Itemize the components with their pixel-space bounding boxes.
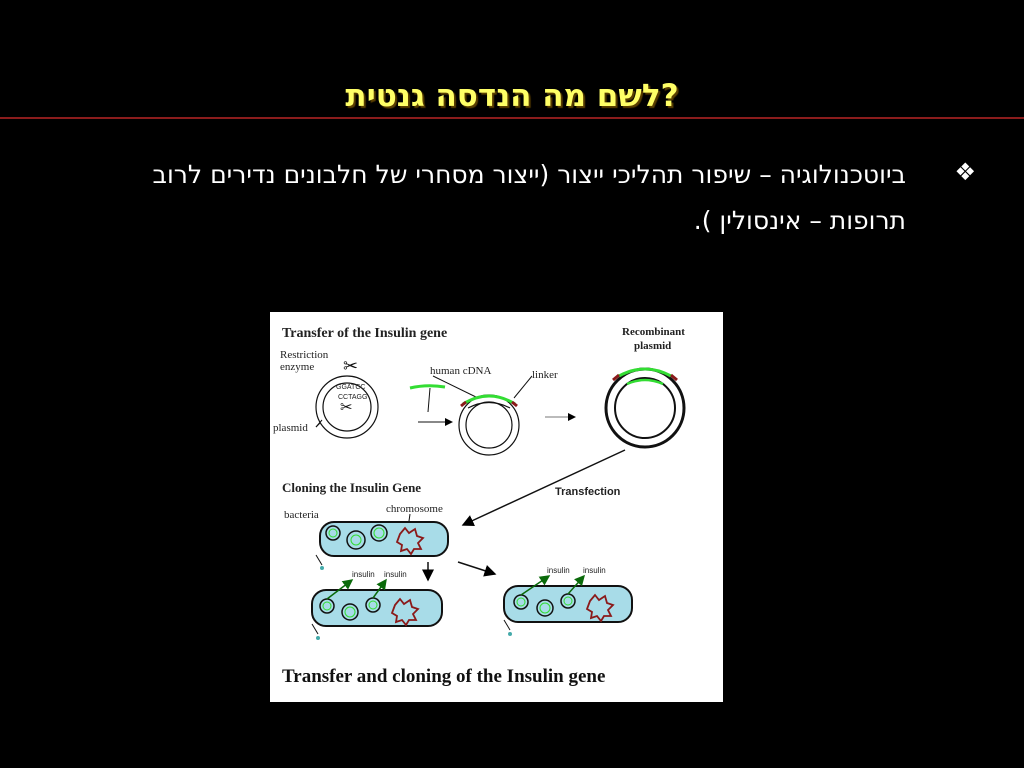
label-plasmid: plasmid [273,422,308,434]
label-enzyme: enzyme [280,361,315,373]
bacterium-3 [504,586,632,622]
label-insulin-2: insulin [384,570,407,579]
bullet-text: ביוטכנולוגיה – שיפור תהליכי ייצור (ייצור מסחרי של חלבונים נדירים לרוב תרופות – אינסולין ). [152,160,906,235]
bacterium-1 [320,522,448,556]
label-insulin-3: insulin [547,566,570,575]
heading-cloning: Cloning the Insulin Gene [282,480,422,495]
slide-title: ?לשם מה הנדסה גנטית [345,78,679,114]
label-insulin-1: insulin [352,570,375,579]
title-divider [0,117,1024,119]
label-insulin-4: insulin [583,566,606,575]
cdna-fragment [410,386,445,388]
diamond-bullet-icon: ❖ [954,158,976,186]
figure-caption: Transfer and cloning of the Insulin gene [282,666,606,687]
scissors-icon-2: ✂ [340,398,353,416]
seq-bottom: CCTAGG [338,394,368,401]
label-recombinant-plasmid: plasmid [634,340,672,352]
label-bacteria: bacteria [284,509,319,521]
label-chromosome: chromosome [386,503,443,515]
insulin-gene-diagram [270,312,723,702]
label-human-cdna: human cDNA [430,365,492,377]
heading-transfer: Transfer of the Insulin gene [282,326,448,341]
label-transfection: Transfection [555,486,621,498]
label-recombinant: Recombinant [622,326,685,338]
seq-top: GGATCC [336,384,366,391]
open-plasmid [459,395,519,455]
scissors-icon: ✂ [343,356,359,377]
label-restriction: Restriction [280,349,329,361]
label-linker: linker [532,369,558,381]
recombinant-plasmid [606,369,684,447]
